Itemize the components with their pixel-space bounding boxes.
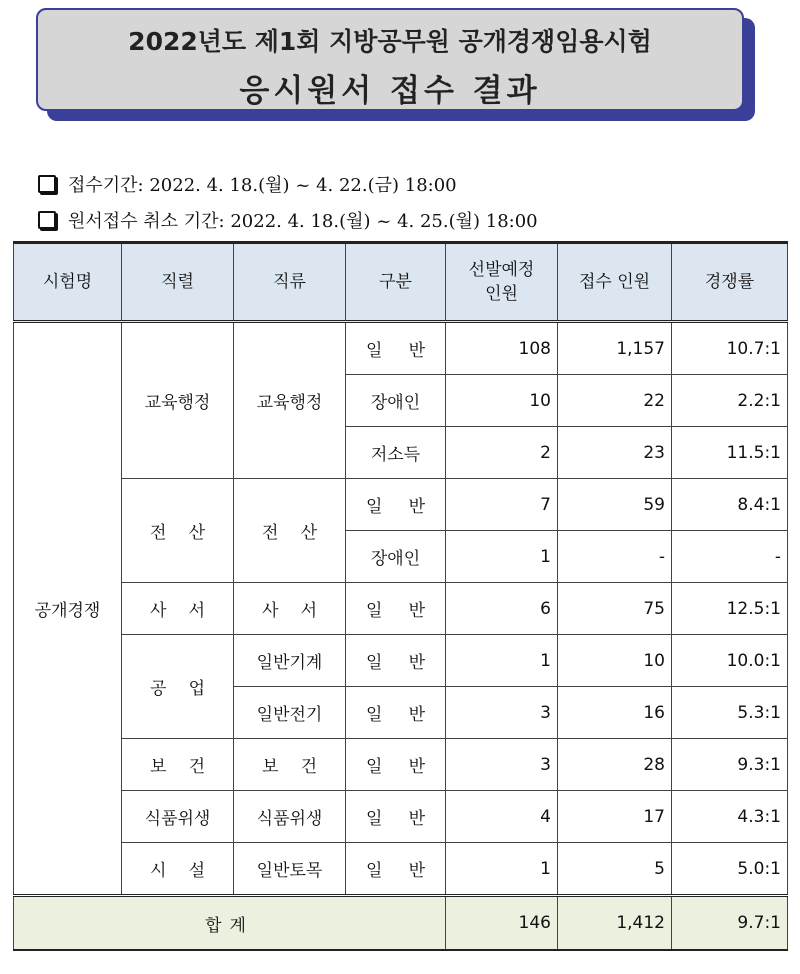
header-ratio: 경쟁률: [672, 243, 788, 322]
class-cell: 보 건: [234, 739, 346, 791]
ratio-cell: 10.0:1: [672, 635, 788, 687]
applicants-cell: 1,157: [558, 322, 672, 375]
planned-cell: 3: [446, 687, 558, 739]
class-cell: 일반전기: [234, 687, 346, 739]
table-row: [14, 791, 788, 843]
note-text: 접수기간: 2022. 4. 18.(월) ~ 4. 22.(금) 18:00: [68, 175, 457, 196]
header-type: 구분: [346, 243, 446, 322]
applicants-cell: -: [558, 531, 672, 583]
applicants-cell: 59: [558, 479, 672, 531]
total-label: 합계: [14, 896, 446, 951]
table-row: [14, 635, 788, 687]
exam-name-cell: 공개경쟁: [14, 322, 122, 896]
table-row: [14, 843, 788, 896]
checkbox-icon: [38, 175, 56, 193]
type-cell: 일 반: [346, 791, 446, 843]
header-series: 직렬: [122, 243, 234, 322]
total-row: [14, 896, 788, 951]
planned-cell: 3: [446, 739, 558, 791]
series-cell: 보 건: [122, 739, 234, 791]
type-cell: 일 반: [346, 322, 446, 375]
type-cell: 일 반: [346, 843, 446, 896]
ratio-cell: 12.5:1: [672, 583, 788, 635]
table-row: [14, 322, 788, 375]
header-planned-line2: 인원: [485, 284, 518, 304]
type-cell: 저소득: [346, 427, 446, 479]
planned-cell: 4: [446, 791, 558, 843]
planned-cell: 7: [446, 479, 558, 531]
planned-cell: 2: [446, 427, 558, 479]
table-row: [14, 479, 788, 531]
ratio-cell: 9.3:1: [672, 739, 788, 791]
header-exam: 시험명: [14, 243, 122, 322]
ratio-cell: -: [672, 531, 788, 583]
type-cell: 장애인: [346, 375, 446, 427]
type-cell: 장애인: [346, 531, 446, 583]
class-cell: 교육행정: [234, 322, 346, 479]
header-planned-line1: 선발예정: [468, 260, 535, 280]
planned-cell: 1: [446, 843, 558, 896]
ratio-cell: 5.0:1: [672, 843, 788, 896]
applicants-cell: 17: [558, 791, 672, 843]
total-planned: 146: [446, 896, 558, 951]
series-cell: 시 설: [122, 843, 234, 896]
planned-cell: 1: [446, 635, 558, 687]
results-table: [13, 241, 788, 951]
series-cell: 식품위생: [122, 791, 234, 843]
title-line-2: 응시원서 접수 결과: [239, 73, 541, 109]
note-text: 원서접수 취소 기간: 2022. 4. 18.(월) ~ 4. 25.(월) 18:00: [68, 211, 538, 232]
applicants-cell: 10: [558, 635, 672, 687]
title-line-1: 2022년도 제1회 지방공무원 공개경쟁임용시험: [128, 27, 652, 56]
ratio-cell: 10.7:1: [672, 322, 788, 375]
applicants-cell: 23: [558, 427, 672, 479]
planned-cell: 6: [446, 583, 558, 635]
planned-cell: 1: [446, 531, 558, 583]
ratio-cell: 8.4:1: [672, 479, 788, 531]
note-reception-period: [38, 171, 457, 197]
type-cell: 일 반: [346, 479, 446, 531]
ratio-cell: 5.3:1: [672, 687, 788, 739]
type-cell: 일 반: [346, 739, 446, 791]
checkbox-icon: [38, 211, 56, 229]
applicants-cell: 28: [558, 739, 672, 791]
series-cell: 공 업: [122, 635, 234, 739]
series-cell: 교육행정: [122, 322, 234, 479]
series-cell: 사 서: [122, 583, 234, 635]
total-applicants: 1,412: [558, 896, 672, 951]
class-cell: 사 서: [234, 583, 346, 635]
header-applicants: 접수 인원: [558, 243, 672, 322]
header-planned: [446, 243, 558, 322]
header-class: 직류: [234, 243, 346, 322]
ratio-cell: 4.3:1: [672, 791, 788, 843]
applicants-cell: 75: [558, 583, 672, 635]
class-cell: 일반기계: [234, 635, 346, 687]
class-cell: 일반토목: [234, 843, 346, 896]
type-cell: 일 반: [346, 583, 446, 635]
table-row: [14, 739, 788, 791]
total-ratio: 9.7:1: [672, 896, 788, 951]
planned-cell: 108: [446, 322, 558, 375]
ratio-cell: 2.2:1: [672, 375, 788, 427]
table-row: [14, 583, 788, 635]
applicants-cell: 5: [558, 843, 672, 896]
note-cancel-period: [38, 207, 538, 233]
series-cell: 전 산: [122, 479, 234, 583]
planned-cell: 10: [446, 375, 558, 427]
ratio-cell: 11.5:1: [672, 427, 788, 479]
class-cell: 전 산: [234, 479, 346, 583]
title-box: [36, 8, 744, 111]
applicants-cell: 16: [558, 687, 672, 739]
type-cell: 일 반: [346, 635, 446, 687]
type-cell: 일 반: [346, 687, 446, 739]
class-cell: 식품위생: [234, 791, 346, 843]
applicants-cell: 22: [558, 375, 672, 427]
table-header-row: [14, 243, 788, 322]
